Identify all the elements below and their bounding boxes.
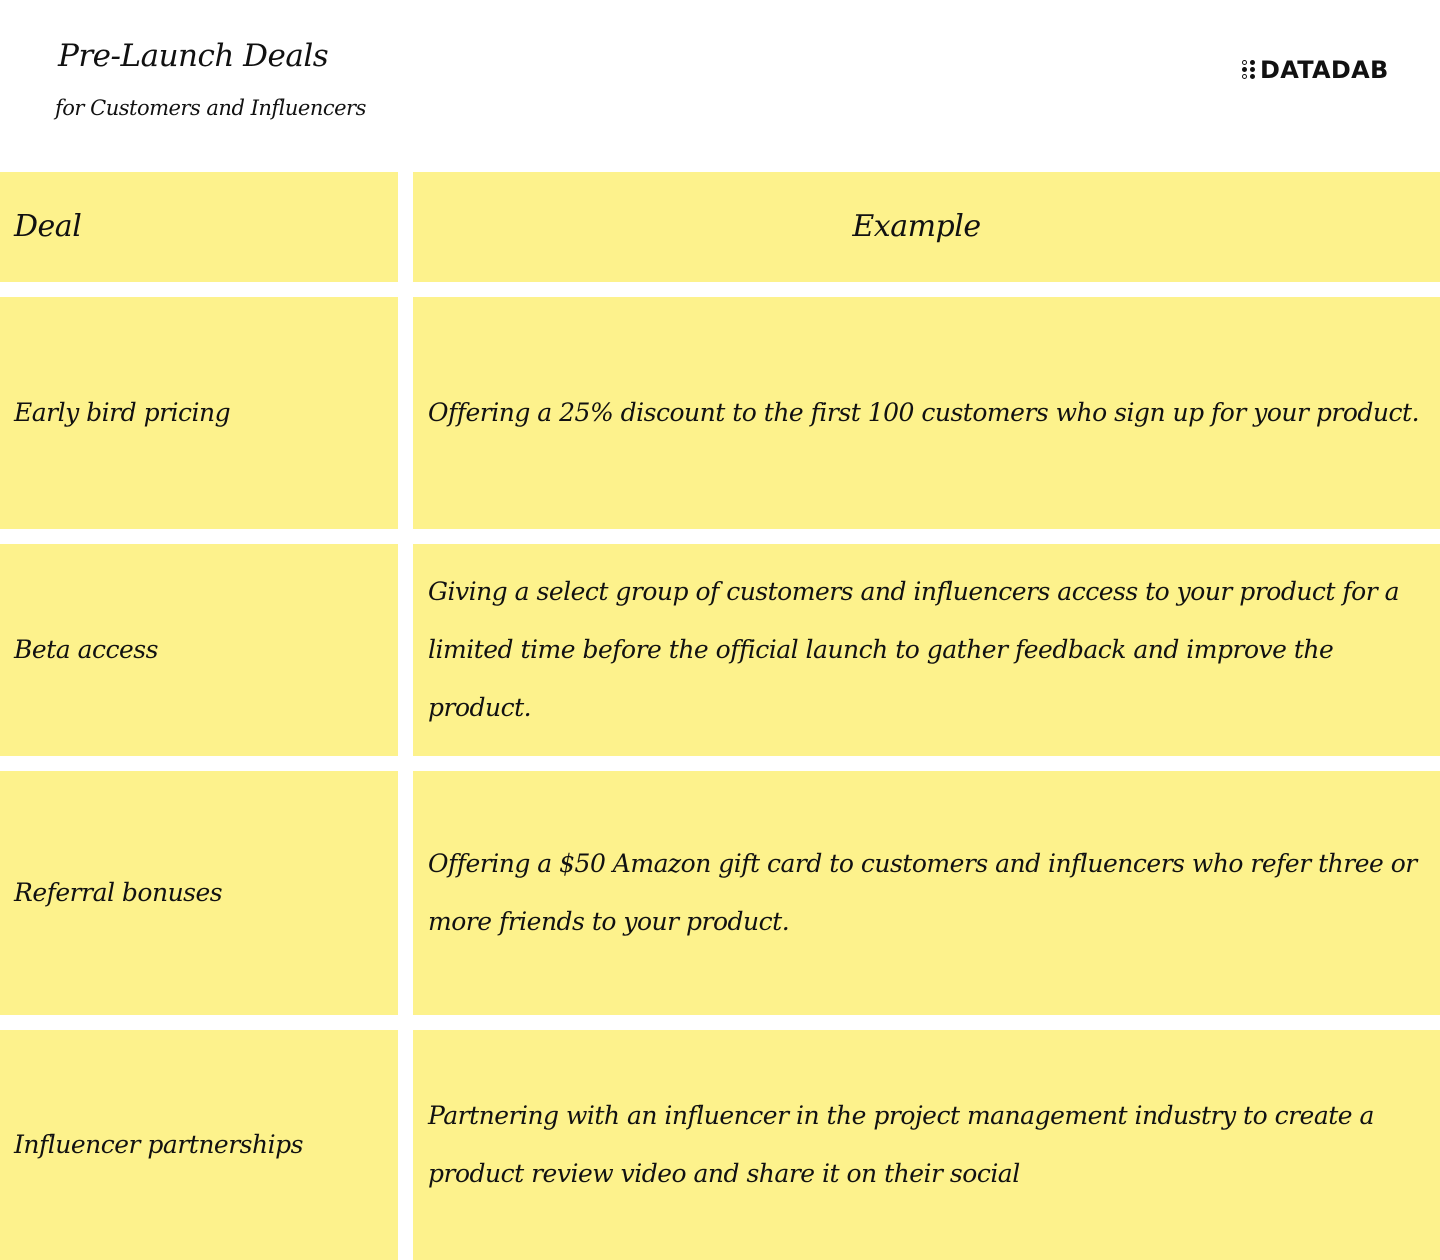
page-subtitle: for Customers and Influencers (55, 96, 366, 120)
deal-example: Partnering with an influencer in the project management industry to create a product review video and share it on their social (428, 1101, 1374, 1188)
deal-name: Early bird pricing (14, 398, 231, 427)
dots-grid-icon (1242, 60, 1256, 80)
table-row-example-cell (413, 544, 1440, 756)
deal-name: Beta access (14, 635, 158, 664)
table-row-example-cell (413, 297, 1440, 529)
deal-example: Offering a $50 Amazon gift card to customers and influencers who refer three or more friends to your product. (428, 849, 1417, 936)
deal-name: Referral bonuses (14, 878, 223, 907)
deal-example: Giving a select group of customers and influencers access to your product for a limited time before the official launch to gather feedback and improve the product. (428, 577, 1400, 722)
column-header-example: Example (852, 209, 981, 244)
table-row-example-cell (413, 771, 1440, 1015)
deal-name: Influencer partnerships (14, 1130, 303, 1159)
column-header-deal: Deal (14, 209, 82, 244)
logo-text: DATADAB (1260, 56, 1389, 84)
table-header-deal (0, 172, 398, 282)
deal-example: Offering a 25% discount to the first 100 customers who sign up for your product. (428, 398, 1420, 427)
page-title: Pre-Launch Deals (58, 38, 329, 74)
table-row-deal-cell (0, 544, 398, 756)
table-header-example (413, 172, 1440, 282)
table-row-deal-cell (0, 771, 398, 1015)
table-row-deal-cell (0, 1030, 398, 1260)
table-row-deal-cell (0, 297, 398, 529)
table-row-example-cell (413, 1030, 1440, 1260)
brand-logo (1242, 56, 1389, 84)
